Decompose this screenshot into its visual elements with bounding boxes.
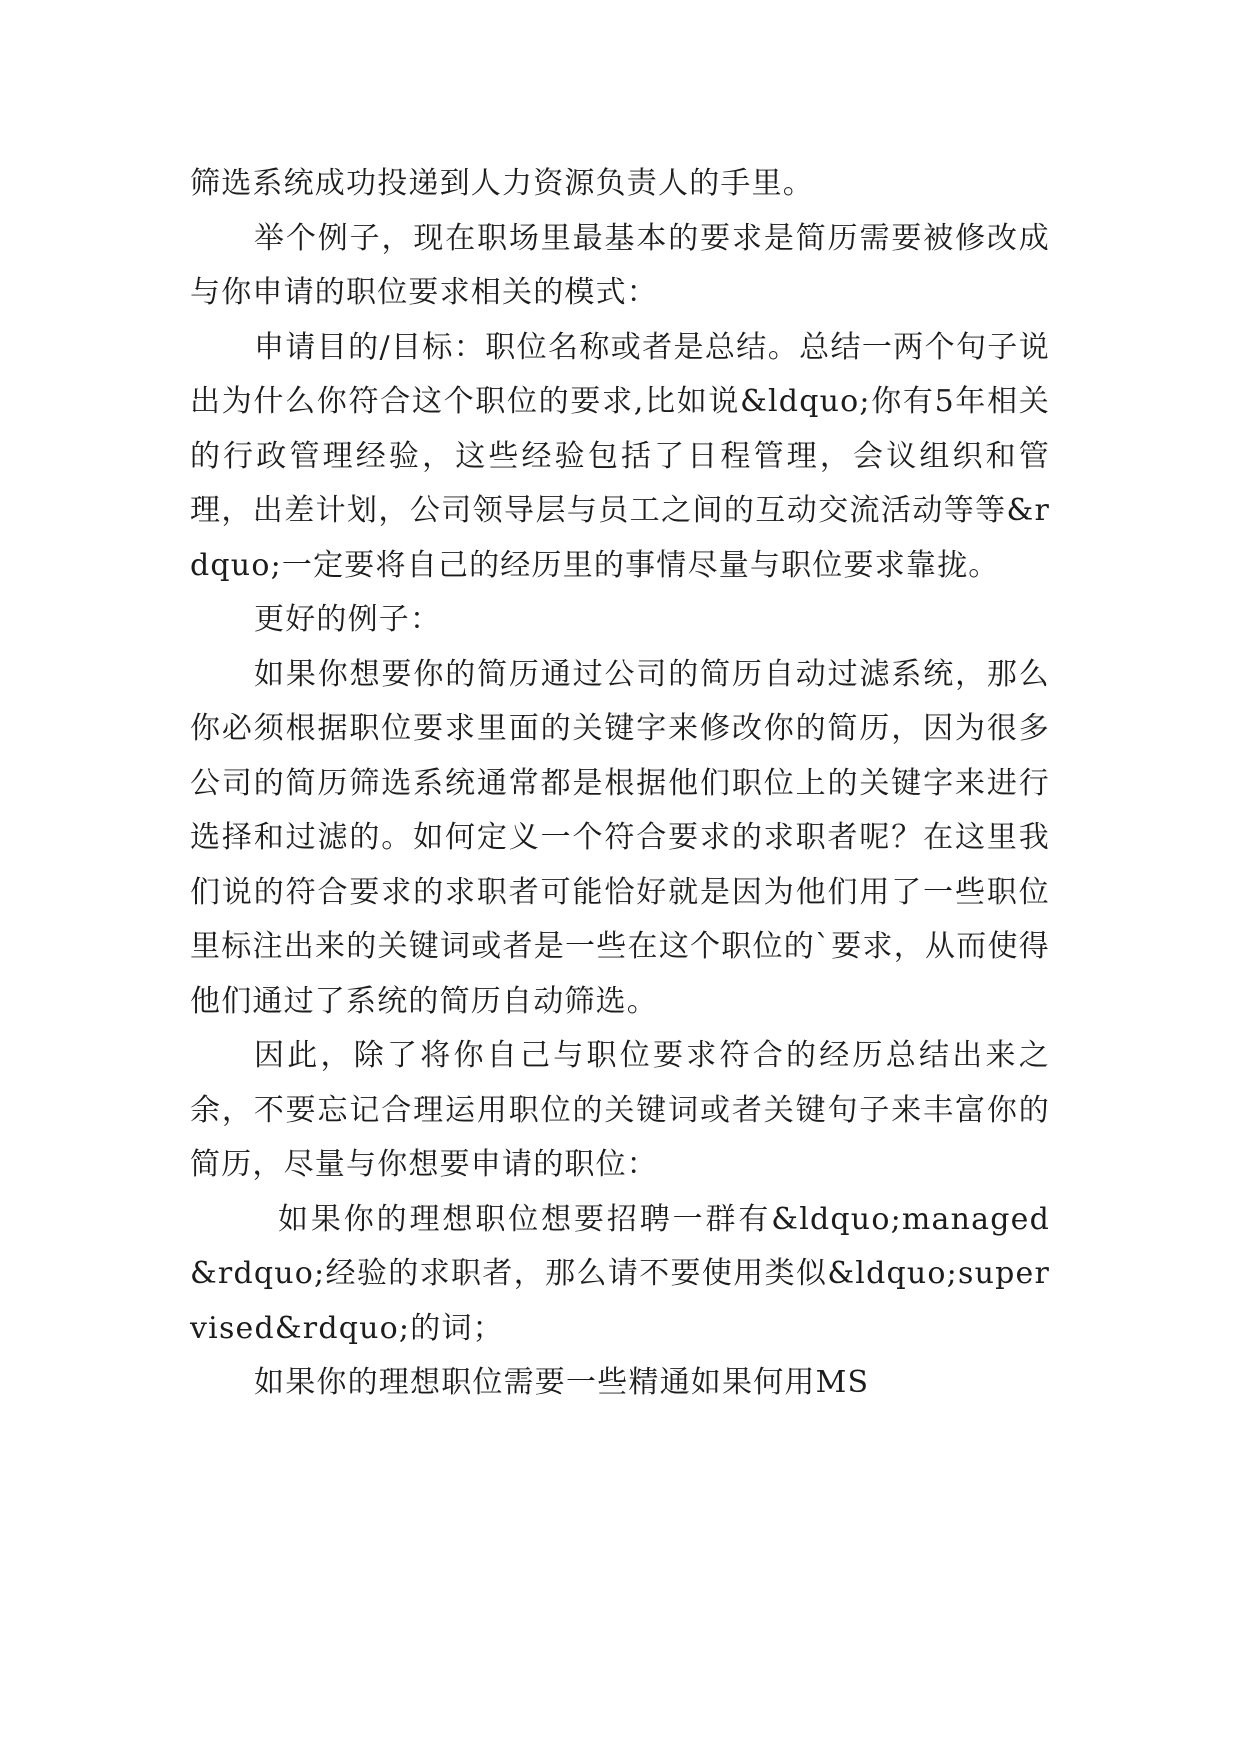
paragraph-7: 如果你的理想职位想要招聘一群有&ldquo;managed&rdquo;经验的求职者，那么请不要使用类似&ldquo;supervised&rdquo;的词； <box>190 1201 1050 1346</box>
paragraph-1: 筛选系统成功投递到人力资源负责人的手里。 <box>190 166 814 201</box>
document-body <box>190 157 1050 1411</box>
paragraph-5: 如果你想要你的简历通过公司的简历自动过滤系统，那么你必须根据职位要求里面的关键字来修改你的简历，因为很多公司的简历筛选系统通常都是根据他们职位上的关键字来进行选择和过滤的。如何定义一个符合要求的求职者呢？在这里我们说的符合要求的求职者可能恰好就是因为他们用了一些职位里标注出来的关键词或者是一些在这个职位的`要求，从而使得他们通过了系统的简历自动筛选。 <box>190 656 1050 1019</box>
paragraph-8: 如果你的理想职位需要一些精通如果何用MS <box>254 1365 870 1400</box>
paragraph-2: 举个例子，现在职场里最基本的要求是简历需要被修改成与你申请的职位要求相关的模式： <box>190 220 1050 310</box>
paragraph-6: 因此，除了将你自己与职位要求符合的经历总结出来之余，不要忘记合理运用职位的关键词或者关键句子来丰富你的简历，尽量与你想要申请的职位： <box>190 1038 1050 1182</box>
paragraph-4: 更好的例子： <box>254 602 442 637</box>
paragraph-3: 申请目的/目标：职位名称或者是总结。总结一两个句子说出为什么你符合这个职位的要求,比如说&ldquo;你有5年相关的行政管理经验，这些经验包括了日程管理，会议组织和管理，出差计划，公司领导层与员工之间的互动交流活动等等&rdquo;一定要将自己的经历里的事情尽量与职位要求靠拢。 <box>190 329 1050 583</box>
